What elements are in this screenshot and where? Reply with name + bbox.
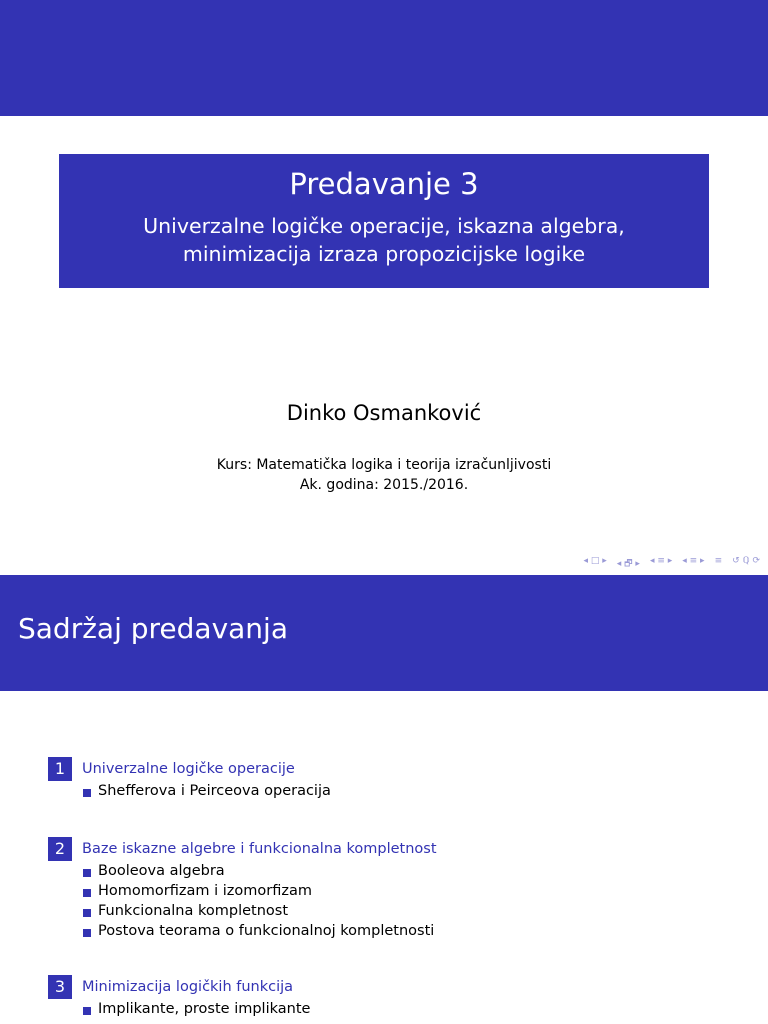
toc-section xyxy=(48,757,331,801)
section-number: 3 xyxy=(48,975,72,999)
nav-slide-icon[interactable]: ◂ □ ▸ xyxy=(583,556,607,566)
toc-section xyxy=(48,837,437,941)
subsection-item[interactable]: Implikante, proste implikante xyxy=(83,999,310,1019)
lecture-title: Predavanje 3 xyxy=(289,167,479,201)
header-band xyxy=(0,575,768,691)
nav-section-icon[interactable]: ◂ ≡ ▸ xyxy=(682,556,705,566)
academic-year: Ak. godina: 2015./2016. xyxy=(299,477,469,493)
section-title[interactable]: Univerzalne logičke operacije xyxy=(82,761,295,777)
nav-frame-icon[interactable]: ◂ 🗗 ▸ xyxy=(616,559,640,569)
nav-subsection-icon[interactable]: ◂ ≡ ▸ xyxy=(649,556,673,566)
frame-title: Sadržaj predavanja xyxy=(18,612,288,645)
nav-search-icon[interactable]: ↺ ℚ ⟳ xyxy=(732,556,760,566)
nav-align-icon[interactable]: ≡ xyxy=(714,556,723,566)
course-name: Kurs: Matematička logika i teorija izračunljivosti xyxy=(216,457,552,473)
title-box xyxy=(59,154,709,288)
section-title[interactable]: Baze iskazne algebre i funkcionalna kompletnost xyxy=(82,841,437,857)
subsection-item[interactable]: Funkcionalna kompletnost xyxy=(83,901,437,921)
contents-slide xyxy=(0,575,768,1024)
section-number: 1 xyxy=(48,757,72,781)
toc-section xyxy=(48,975,310,1019)
course-info xyxy=(0,455,768,495)
subsection-item[interactable]: Postova teorama o funkcionalnoj kompletnosti xyxy=(83,921,437,941)
subsection-item[interactable]: Shefferova i Peirceova operacija xyxy=(83,781,331,801)
author-name: Dinko Osmanković xyxy=(286,401,482,425)
subsection-item[interactable]: Booleova algebra xyxy=(83,861,437,881)
beamer-navigation xyxy=(583,556,760,570)
lecture-subtitle: Univerzalne logičke operacije, iskazna algebra, minimizacija izraza propozicijske logike xyxy=(143,214,625,266)
section-number: 2 xyxy=(48,837,72,861)
header-band xyxy=(0,0,768,116)
subsection-item[interactable]: Homomorfizam i izomorfizam xyxy=(83,881,437,901)
section-title[interactable]: Minimizacija logičkih funkcija xyxy=(82,979,294,995)
